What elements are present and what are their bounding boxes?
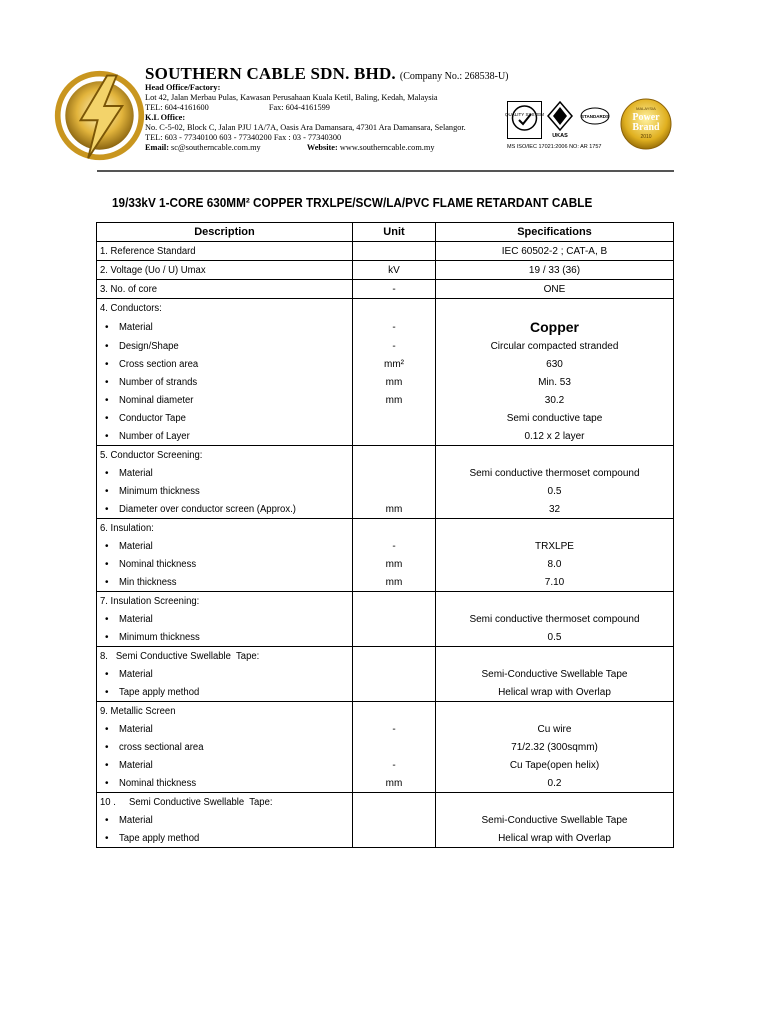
- company-heading: [145, 64, 509, 84]
- document-title: 19/33kV 1-CORE 630MM² COPPER TRXLPE/SCW/LA/PVC FLAME RETARDANT CABLE: [112, 196, 593, 210]
- svg-text:QUALITY SYSTEM: QUALITY SYSTEM: [505, 112, 544, 117]
- table-row: 1. Reference Standard IEC 60502-2 ; CAT-A, B: [97, 242, 674, 261]
- section-row-insulation-screening: 7. Insulation Screening:: [97, 592, 674, 611]
- svg-text:UKAS: UKAS: [552, 133, 568, 139]
- quality-system-badge-icon: [507, 101, 542, 139]
- company-logo-icon: [52, 68, 147, 163]
- table-row: 2. Voltage (Uo / U) Umax kV 19 / 33 (36): [97, 261, 674, 280]
- table-row: • Tape apply method Helical wrap with Overlap: [97, 683, 674, 702]
- table-row: • Material Semi-Conductive Swellable Tape: [97, 665, 674, 683]
- table-row: • Number of Layer 0.12 x 2 layer: [97, 427, 674, 446]
- svg-text:Power: Power: [632, 112, 660, 123]
- kl-office-label: K.L Office:: [145, 113, 186, 122]
- header-divider: [97, 170, 674, 172]
- table-row: • Material Semi-Conductive Swellable Tape: [97, 811, 674, 829]
- section-row-insulation: 6. Insulation:: [97, 519, 674, 538]
- kl-office-contacts: TEL: 603 - 77340100 603 - 77340200 Fax : 03 - 77340300: [145, 133, 342, 142]
- header-description: Description: [97, 223, 353, 242]
- company-number: (Company No.: 268538-U): [399, 71, 509, 82]
- power-brand-badge-icon: [620, 97, 672, 152]
- table-row: • Nominal diameter mm 30.2: [97, 391, 674, 409]
- section-row-conductor-screening: 5. Conductor Screening:: [97, 446, 674, 465]
- email-website: Email: sc@southerncable.com.my Website: www.southerncable.com.my: [145, 143, 435, 152]
- head-office-contacts: TEL: 604-4161600 Fax: 604-4161599: [145, 103, 330, 112]
- letterhead: [0, 0, 768, 175]
- section-row-metallic-screen: 9. Metallic Screen: [97, 702, 674, 721]
- table-header-row: [97, 223, 674, 242]
- table-row: • Material - Copper: [97, 317, 674, 337]
- table-row: • Material - TRXLPE: [97, 537, 674, 555]
- table-row: • Min thickness mm 7.10: [97, 573, 674, 592]
- table-row: • Design/Shape - Circular compacted stranded: [97, 337, 674, 355]
- table-row: • Number of strands mm Min. 53: [97, 373, 674, 391]
- svg-text:MALAYSIA: MALAYSIA: [636, 106, 656, 111]
- table-row: • Minimum thickness 0.5: [97, 628, 674, 647]
- table-row: • Nominal thickness mm 8.0: [97, 555, 674, 573]
- specification-table: [96, 222, 674, 848]
- table-row: • cross sectional area 71/2.32 (300sqmm): [97, 738, 674, 756]
- table-row: • Diameter over conductor screen (Approx.) mm 32: [97, 500, 674, 519]
- table-row: • Material - Cu Tape(open helix): [97, 756, 674, 774]
- head-office-label: Head Office/Factory:: [145, 83, 221, 92]
- section-row-swellable-tape-8: 8. Semi Conductive Swellable Tape:: [97, 647, 674, 666]
- svg-text:2010: 2010: [640, 134, 652, 140]
- table-row: • Minimum thickness 0.5: [97, 482, 674, 500]
- svg-text:STANDARDS: STANDARDS: [581, 114, 609, 119]
- table-row: • Conductor Tape Semi conductive tape: [97, 409, 674, 427]
- ukas-badge-icon: [545, 100, 575, 140]
- section-row-swellable-tape-10: 10 . Semi Conductive Swellable Tape:: [97, 793, 674, 812]
- header-unit: Unit: [353, 223, 436, 242]
- section-row-conductors: 4. Conductors:: [97, 299, 674, 318]
- company-name: SOUTHERN CABLE SDN. BHD.: [145, 64, 396, 83]
- header-specifications: Specifications: [436, 223, 674, 242]
- table-row: • Material Semi conductive thermoset compound: [97, 610, 674, 628]
- standards-badge-icon: [580, 106, 610, 126]
- table-row: • Nominal thickness mm 0.2: [97, 774, 674, 793]
- table-row: • Tape apply method Helical wrap with Overlap: [97, 829, 674, 848]
- svg-text:Brand: Brand: [632, 122, 660, 133]
- head-office-address: Lot 42, Jalan Merbau Pulas, Kawasan Perusahaan Kuala Ketil, Baling, Kedah, Malaysia: [145, 93, 438, 102]
- table-row: 3. No. of core - ONE: [97, 280, 674, 299]
- email-link[interactable]: sc@southerncable.com.my: [171, 143, 261, 152]
- kl-office-address: No. C-5-02, Block C, Jalan PJU 1A/7A, Oasis Ara Damansara, 47301 Ara Damansara, Selangor.: [145, 123, 466, 132]
- cert-number: MS ISO/IEC 17021:2006 NO: AR 1757: [507, 144, 602, 150]
- table-row: • Material Semi conductive thermoset compound: [97, 464, 674, 482]
- table-row: • Cross section area mm² 630: [97, 355, 674, 373]
- table-row: • Material - Cu wire: [97, 720, 674, 738]
- website-link[interactable]: www.southerncable.com.my: [339, 143, 435, 152]
